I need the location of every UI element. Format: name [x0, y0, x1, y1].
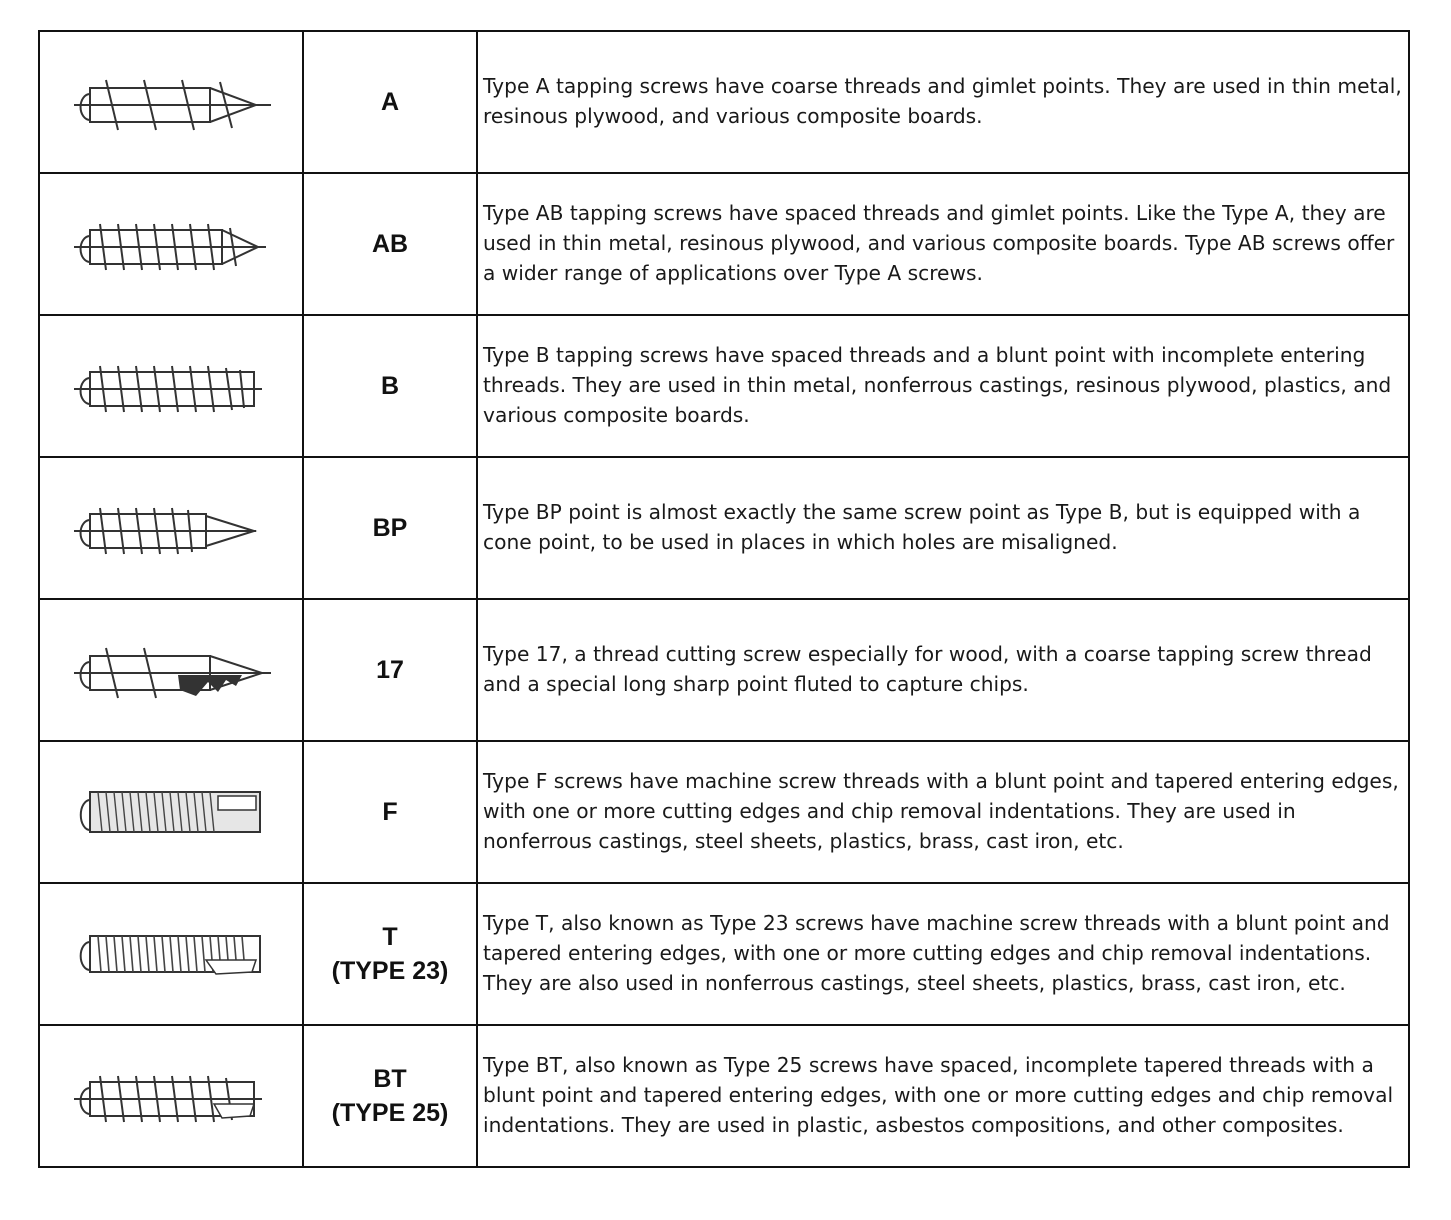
type-label: T	[382, 923, 398, 951]
description-cell: Type BP point is almost exactly the same screw point as Type B, but is equipped with a cone point, to be used in places in which holes are misaligned.	[477, 457, 1409, 599]
type-label: AB	[371, 230, 409, 258]
table-row	[39, 31, 1409, 173]
illustration-cell	[39, 457, 303, 599]
type-cell	[303, 457, 477, 599]
screw-type-17-icon	[66, 630, 276, 710]
type-label: BP	[372, 514, 408, 542]
description-cell: Type T, also known as Type 23 screws have machine screw threads with a blunt point and tapered entering edges, with one or more cutting edges and chip removal indentations. They are also used in nonferrous castings, steel sheets, plastics, brass, cast iron, etc.	[477, 883, 1409, 1025]
illustration-cell	[39, 173, 303, 315]
type-label: A	[380, 88, 400, 116]
illustration-cell	[39, 1025, 303, 1167]
type-label: F	[382, 798, 398, 826]
type-alias-label: (TYPE 25)	[331, 1099, 449, 1127]
table-row	[39, 457, 1409, 599]
screw-type-b-icon	[66, 346, 276, 426]
type-alias-label: (TYPE 23)	[331, 957, 449, 985]
illustration-cell	[39, 315, 303, 457]
illustration-cell	[39, 31, 303, 173]
screw-type-t-icon	[66, 914, 276, 994]
illustration-cell	[39, 599, 303, 741]
type-label: B	[380, 372, 400, 400]
type-label: 17	[376, 656, 404, 684]
screw-type-bp-icon	[66, 488, 276, 568]
type-cell	[303, 315, 477, 457]
table-row	[39, 1025, 1409, 1167]
type-cell	[303, 883, 477, 1025]
description-cell: Type 17, a thread cutting screw especially for wood, with a coarse tapping screw thread and a special long sharp point fluted to capture chips.	[477, 599, 1409, 741]
screw-type-a-icon	[66, 62, 276, 142]
table-row	[39, 599, 1409, 741]
table-row	[39, 883, 1409, 1025]
type-cell	[303, 1025, 477, 1167]
type-label: BT	[373, 1065, 407, 1093]
type-cell	[303, 173, 477, 315]
type-cell	[303, 31, 477, 173]
description-cell: Type F screws have machine screw threads with a blunt point and tapered entering edges, with one or more cutting edges and chip removal indentations. They are used in nonferrous castings, steel sheets, plastics, brass, cast iron, etc.	[477, 741, 1409, 883]
table-row	[39, 741, 1409, 883]
illustration-cell	[39, 741, 303, 883]
table-row	[39, 315, 1409, 457]
table-row	[39, 173, 1409, 315]
screw-type-f-icon	[66, 772, 276, 852]
illustration-cell	[39, 883, 303, 1025]
screw-type-ab-icon	[66, 204, 276, 284]
description-cell: Type B tapping screws have spaced threads and a blunt point with incomplete entering threads. They are used in thin metal, nonferrous castings, resinous plywood, plastics, and various composite boards.	[477, 315, 1409, 457]
type-cell	[303, 599, 477, 741]
screw-type-bt-icon	[66, 1056, 276, 1136]
type-cell	[303, 741, 477, 883]
description-cell: Type BT, also known as Type 25 screws have spaced, incomplete tapered threads with a blunt point and tapered entering edges, with one or more cutting edges and chip removal indentations. They are used in plastic, asbestos compositions, and other composites.	[477, 1025, 1409, 1167]
description-cell: Type A tapping screws have coarse threads and gimlet points. They are used in thin metal, resinous plywood, and various composite boards.	[477, 31, 1409, 173]
screw-types-table	[38, 30, 1410, 1168]
description-cell: Type AB tapping screws have spaced threads and gimlet points. Like the Type A, they are used in thin metal, resinous plywood, and various composite boards. Type AB screws offer a wider range of applications over Type A screws.	[477, 173, 1409, 315]
